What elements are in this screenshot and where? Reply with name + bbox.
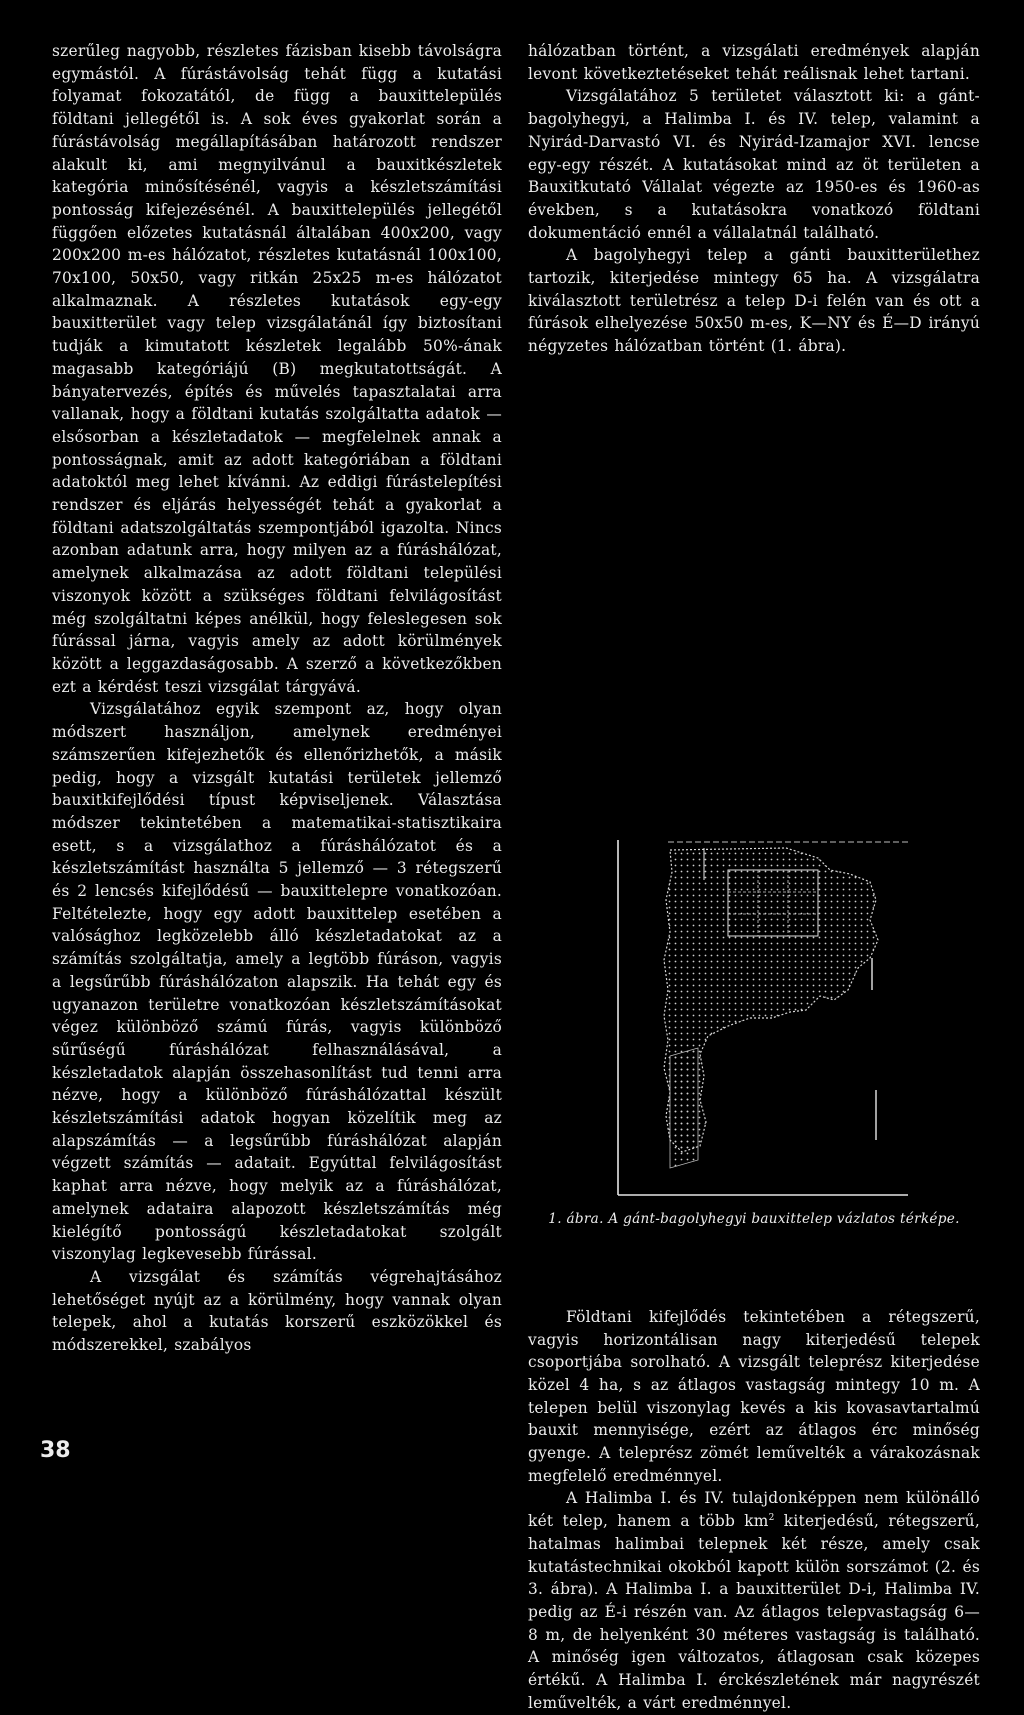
figure-caption-number: 1. ábra. (548, 1210, 604, 1227)
right-lower-text (528, 1306, 980, 1715)
right-paragraph-3: A bagolyhegyi telep a gánti bauxitterülethez tartozik, kiterjedése mintegy 65 ha. A vizsgálatra kiválasztott területrész a telep D-i felén van és ott a fúrások elhelyezése 50x50 m-es, K—NY és É—D irányú négyzetes hálózatban történt (1. ábra). (528, 246, 980, 356)
right-paragraph-2: Vizsgálatához 5 területet választott ki: a gánt-bagolyhegyi, a Halimba I. és IV. telep, valamint a Nyirád-Darvastó VI. és Nyirád-Izamajor XVI. lencse egy-egy részét. A kutatásokat mind az öt területen a Bauxitkutató Vállalat végezte az 1950-es és 1960-as években, s a kutatásokra vonatkozó földtani dokumentáció ennél a vállalatnál található. (528, 87, 980, 242)
figure-caption (528, 1210, 980, 1229)
right-paragraph-5 (528, 1487, 980, 1714)
right-column (528, 40, 980, 1712)
right-paragraph-5b: kiterjedésű, rétegszerű, hatalmas halimbai telepnek két része, amely csak kutatástechnikai okokból kapott külön sorszámot (2. és 3. ábra). A Halimba I. a bauxitterület D-i, Halimba IV. pedig az É-i részén van. Az átlagos telepvastagság 6—8 m, de helyenként 30 méteres vastagság is található. A minőség igen változatos, átlagosan csak közepes értékű. A Halimba I. érckészletének már nagyrészét leművelték, a várt eredménnyel. (528, 1512, 980, 1712)
page-number: 38 (40, 1438, 71, 1463)
right-paragraph-1: hálózatban történt, a vizsgálati eredmények alapján levont következtetéseket tehát reálisnak lehet tartani. (528, 42, 980, 83)
left-paragraph-3: A vizsgálat és számítás végrehajtásához lehetőséget nyújt az a körülmény, hogy vannak olyan telepek, ahol a kutatás korszerű eszközökkel és módszerekkel, szabályos (52, 1267, 502, 1355)
right-paragraph-4: Földtani kifejlődés tekintetében a rétegszerű, vagyis horizontálisan nagy kiterjedésű telepek csoportjába sorolható. A vizsgált teleprész kiterjedése közel 4 ha, s az átlagos vastagság mintegy 10 m. A telepen belül viszonylag kevés a kis kovasavtartalmú bauxit mennyisége, ezért az átlagos érc minőség gyenge. A teleprész zömét leművelték a várakozásnak megfelelő eredménnyel. (528, 1307, 980, 1485)
left-paragraph-1: szerűleg nagyobb, részletes fázisban kisebb távolságra egymástól. A fúrástávolság tehát függ a kutatási folyamat fokozatától, de függ a bauxittelepülés földtani jellegétől is. A sok éves gyakorlat során a fúrástávolság megállapításában határozott rendszer alakult ki, ami megnyilvánul a bauxitkészletek kategória minősítésénél, vagyis a készletszámítási pontosság kifejezésénél. A bauxittelepülés jellegétől függően előzetes kutatásnál általában 400x200, vagy 200x200 m-es hálózatot, részletes kutatásnál 100x100, 70x100, 50x50, vagy ritkán 25x25 m-es hálózatot alkalmaznak. A részletes kutatások egy-egy bauxitterület vagy telep vizsgálatánál így biztosítani tudják a kimutatott készletek legalább 50%-ának magasabb kategóriájú (B) megkutatottságát. A bányatervezés, építés és művelés tapasztalatai arra vallanak, hogy a földtani kutatás szolgáltatta adatok — elsősorban a készletadatok — megfelelnek annak a pontosságnak, amit az adott kategóriában a földtani adatoktól meg lehet kívánni. Az eddigi fúrástelepítési rendszer és eljárás helyességét tehát a gyakorlat a földtani adatszolgáltatás szempontjából igazolta. Nincs azonban adatunk arra, hogy milyen az a fúráshálózat, amelynek alkalmazása az adott földtani települési viszonyok között a szükséges földtani felvilágosítást még szolgáltatni képes anélkül, hogy feleslegesen sok fúrással járna, vagyis amely az adott körülmények között a leggazdaságosabb. A szerző a következőkben ezt a kérdést teszi vizsgálat tárgyává. (52, 42, 502, 696)
figure-caption-text: A gánt-bagolyhegyi bauxittelep vázlatos térképe. (608, 1210, 960, 1227)
right-paragraph-5a: A Halimba I. és IV. tulajdonképpen nem különálló két telep, hanem a több km (528, 1489, 980, 1531)
deposit-sketch-map (608, 840, 908, 1200)
left-paragraph-2: Vizsgálatához egyik szempont az, hogy olyan módszert használjon, amelynek eredményei számszerűen kifejezhetők és ellenőrizhetők, a másik pedig, hogy a vizsgált kutatási területek jellemző bauxitkifejlődési típust képviseljenek. Választása módszer tekintetében a matematikai-statisztikaira esett, s a vizsgálathoz a fúráshálózatot és a készletszámítást használta 5 jellemző — 3 rétegszerű és 2 lencsés kifejlődésű — bauxittelepre vonatkozóan. Feltételezte, hogy egy adott bauxittelep esetében a valósághoz legközelebb álló készletadatokat az a számítás szolgáltatja, amely a legtöbb fúráson, vagyis a legsűrűbb fúráshálózaton alapszik. Ha tehát egy és ugyanazon területre vonatkozóan készletszámításokat végez különböző számú fúrás, vagyis különböző sűrűségű fúráshálózat felhasználásával, a készletadatok alapján összehasonlítást tud tenni arra nézve, hogy a különböző fúráshálózattal készült készletszámítási adatok hogyan közelítik meg az alapszámítás — a legsűrűbb fúráshálózat alapján végzett számítás — adatait. Egyúttal felvilágosítást kaphat arra nézve, hogy melyik az a fúráshálózat, amelynek adataira alapozott készletszámítás még kielégítő pontosságú készletadatokat szolgált viszonylag legkevesebb fúrással. (52, 700, 502, 1264)
left-column (52, 40, 502, 1357)
superscript-2: 2 (768, 1513, 775, 1524)
